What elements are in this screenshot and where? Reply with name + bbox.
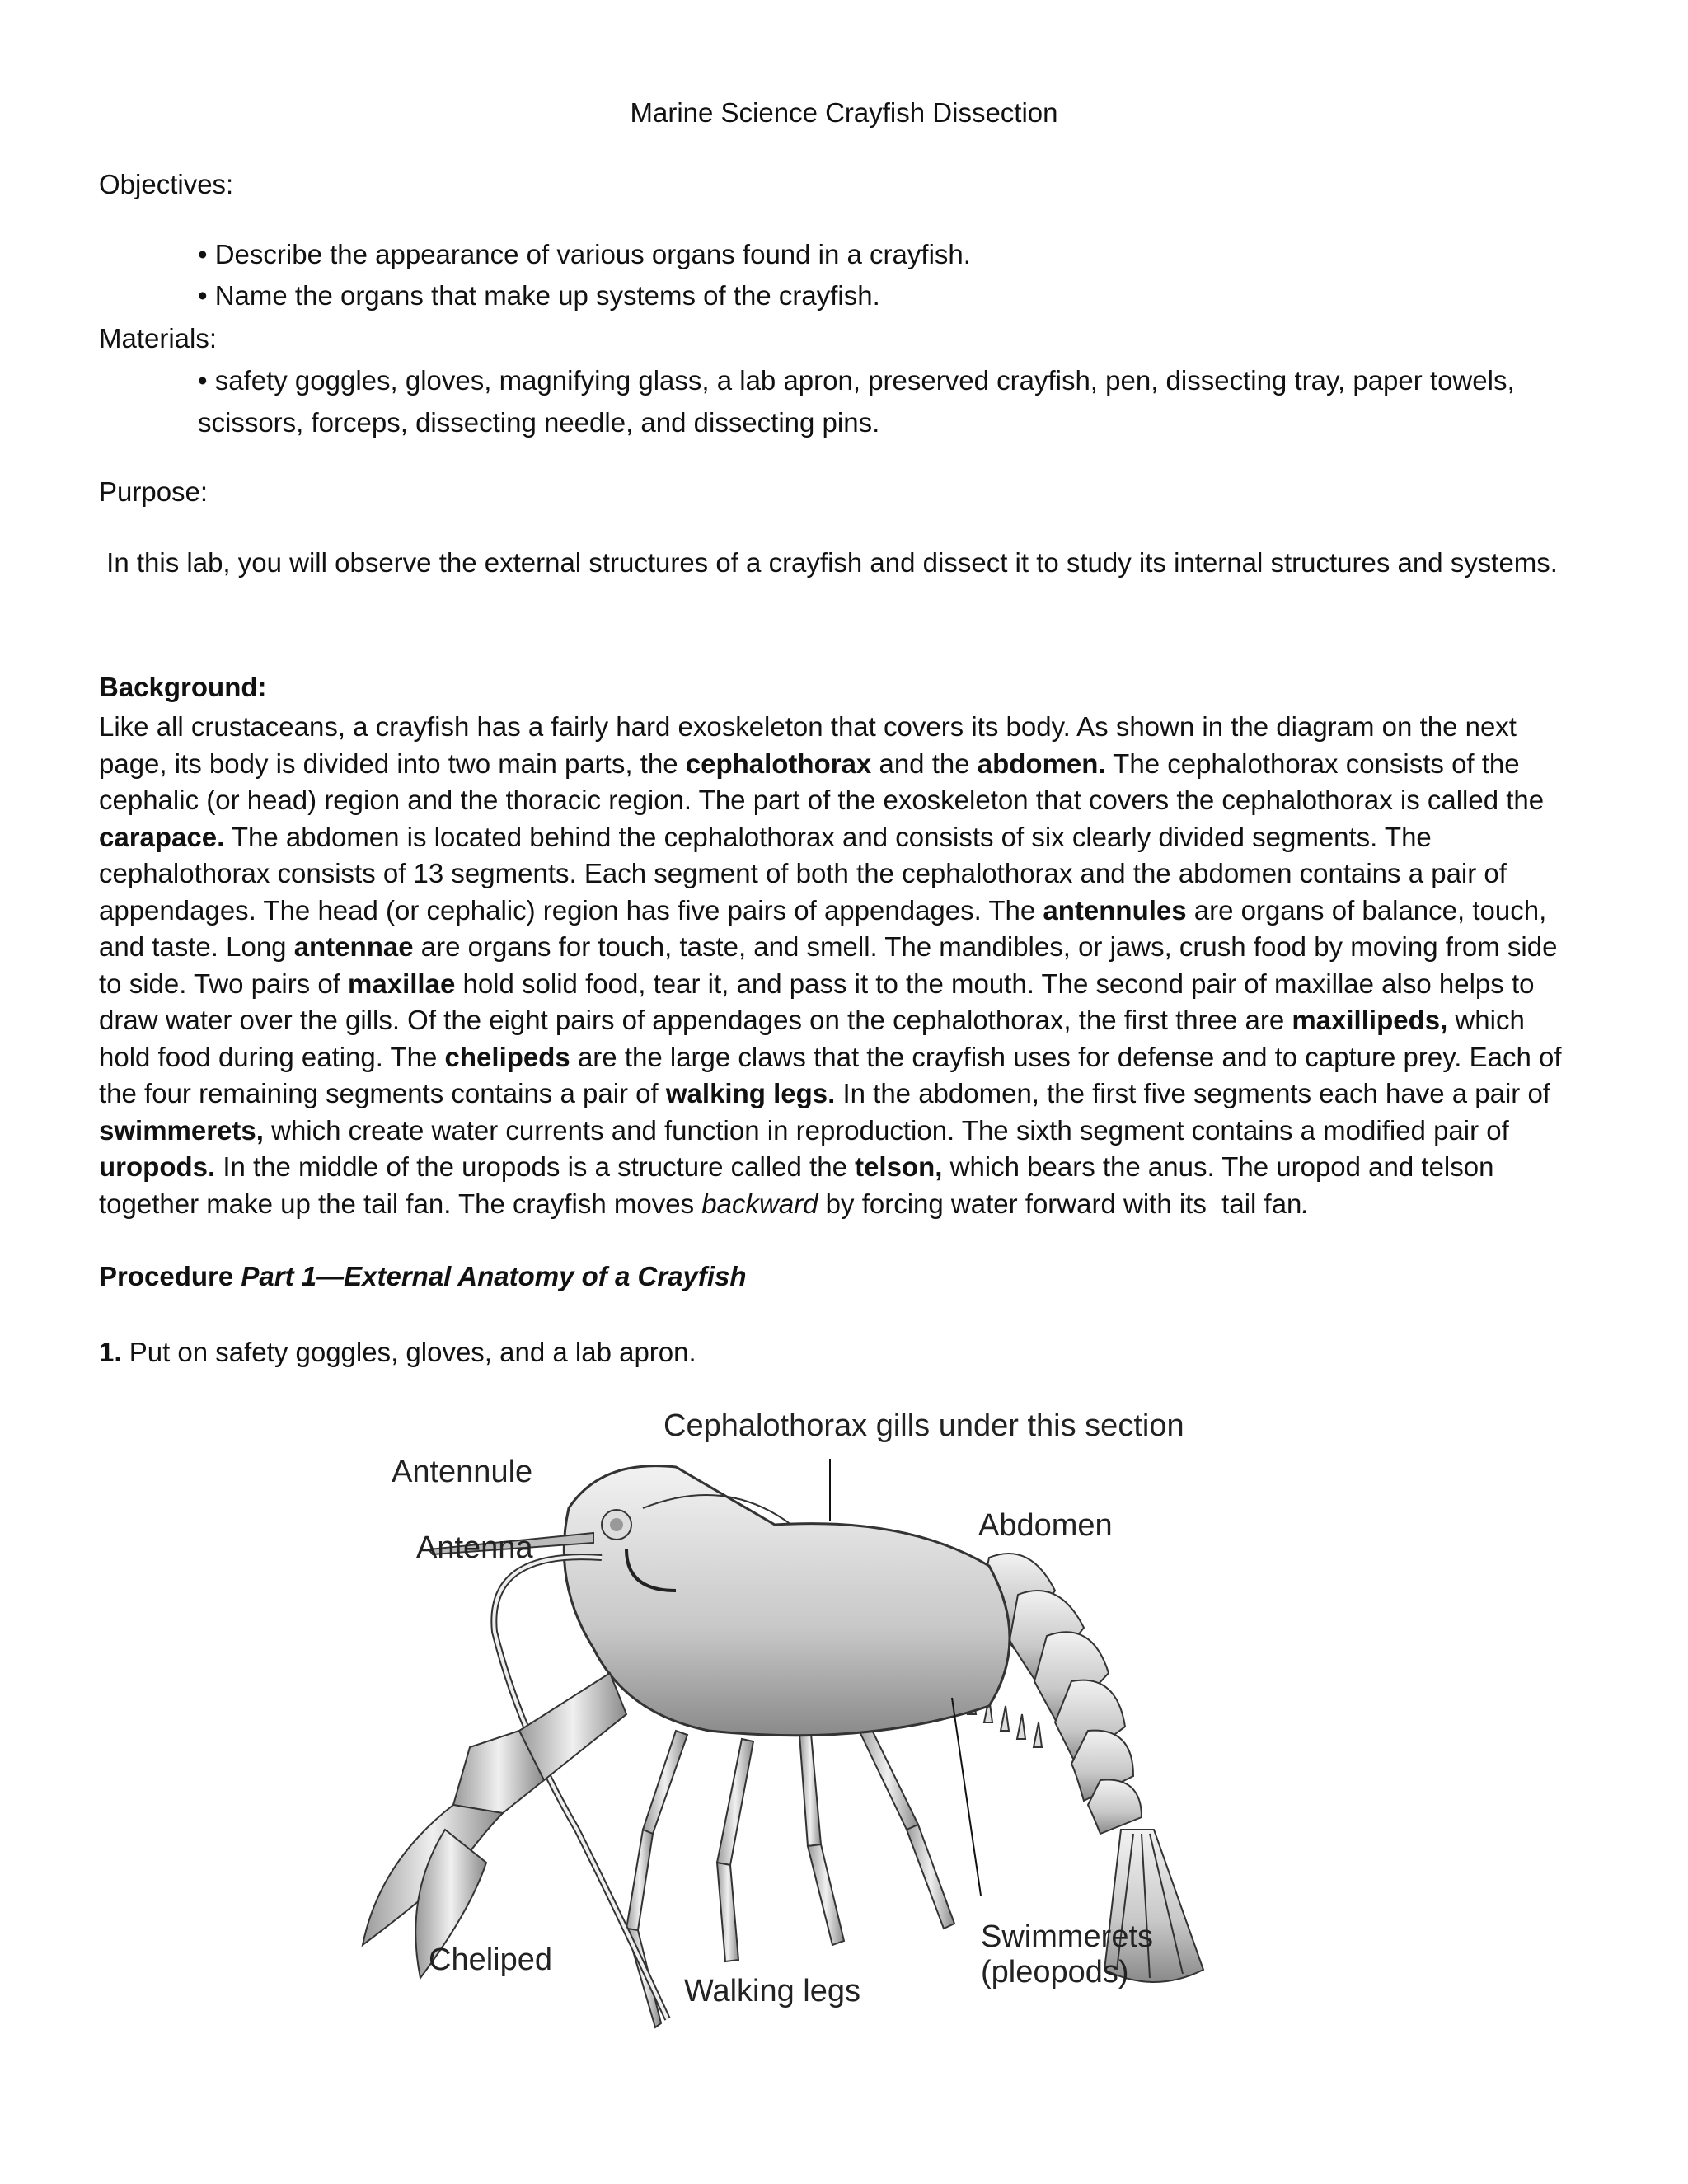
background-line bbox=[99, 711, 1517, 743]
text-run: page, its body is divided into two main parts, the bbox=[99, 748, 686, 779]
text-run: together make up the tail fan. The crayfish moves bbox=[99, 1188, 702, 1219]
objectives-heading: Objectives: bbox=[99, 169, 234, 199]
label-swimmerets: Swimmerets bbox=[981, 1919, 1154, 1954]
bold-term: walking legs. bbox=[665, 1078, 836, 1108]
background-line bbox=[99, 785, 1544, 816]
label-antennule: Antennule bbox=[392, 1455, 533, 1489]
text-run: appendages. The head (or cephalic) region has five pairs of appendages. The bbox=[99, 894, 1043, 926]
bold-term: carapace. bbox=[99, 821, 225, 852]
label-cheliped: Cheliped bbox=[429, 1943, 552, 1977]
label-abdomen: Abdomen bbox=[978, 1508, 1113, 1543]
text-run: are organs for touch, taste, and smell. The mandibles, or jaws, crush food by moving from side bbox=[413, 931, 1558, 962]
bold-term: maxillipeds, bbox=[1292, 1005, 1448, 1035]
step-text: Put on safety goggles, gloves, and a lab apron. bbox=[121, 1337, 696, 1367]
bold-term: antennules bbox=[1043, 894, 1187, 926]
page-title: Marine Science Crayfish Dissection bbox=[630, 97, 1058, 128]
text-run: to side. Two pairs of bbox=[99, 968, 349, 999]
italic-term: . bbox=[1301, 1188, 1310, 1219]
text-run: by forcing water forward with its tail fan bbox=[818, 1188, 1302, 1219]
objective-item-1: • Describe the appearance of various organs found in a crayfish. bbox=[198, 239, 971, 269]
background-line bbox=[99, 748, 1520, 780]
text-run: cephalothorax consists of 13 segments. Each segment of both the cephalothorax and the abdomen contains a pair of bbox=[99, 858, 1507, 888]
text-run: and taste. Long bbox=[99, 931, 294, 962]
purpose-heading: Purpose: bbox=[99, 476, 209, 507]
bold-term: chelipeds bbox=[444, 1041, 570, 1072]
cephalothorax-illustration bbox=[564, 1466, 1010, 1736]
background-line bbox=[99, 1188, 1310, 1220]
text-run: which bears the anus. The uropod and telson bbox=[942, 1151, 1494, 1182]
label-pleopods: (pleopods) bbox=[981, 1955, 1129, 1990]
text-run: and the bbox=[871, 748, 978, 779]
bold-term: maxillae bbox=[348, 968, 456, 999]
background-line bbox=[99, 931, 1557, 963]
purpose-text: In this lab, you will observe the external structures of a crayfish and dissect it to study its internal structures and systems. bbox=[99, 547, 1558, 578]
bold-term: swimmerets, bbox=[99, 1114, 264, 1146]
cheliped-illustration bbox=[363, 1673, 626, 1978]
bold-term: cephalothorax bbox=[685, 748, 872, 779]
label-walking-legs: Walking legs bbox=[684, 1974, 861, 2008]
text-run: In the abdomen, the first five segments each have a pair of bbox=[835, 1078, 1550, 1108]
materials-line-2: scissors, forceps, dissecting needle, and dissecting pins. bbox=[198, 407, 880, 438]
text-run: The abdomen is located behind the cephalothorax and consists of six clearly divided segments. The bbox=[224, 821, 1432, 852]
text-run: are the large claws that the crayfish uses for defense and to capture prey. Each of bbox=[570, 1041, 1562, 1072]
procedure-heading-part: Part 1—External Anatomy of a Crayfish bbox=[241, 1261, 747, 1291]
materials-heading: Materials: bbox=[99, 323, 218, 354]
text-run: draw water over the gills. Of the eight pairs of appendages on the cephalothorax, the first three are bbox=[99, 1005, 1292, 1035]
background-line bbox=[99, 895, 1546, 926]
italic-term: backward bbox=[701, 1188, 818, 1219]
text-run: the four remaining segments contains a pair of bbox=[99, 1078, 666, 1108]
bold-term: uropods. bbox=[99, 1151, 216, 1182]
text-run: In the middle of the uropods is a structure called the bbox=[215, 1151, 856, 1182]
procedure-heading-label: Procedure bbox=[99, 1261, 241, 1291]
background-heading: Background: bbox=[99, 672, 267, 702]
text-run: which bbox=[1447, 1005, 1525, 1035]
crayfish-diagram bbox=[330, 1401, 1302, 2044]
bold-term: telson, bbox=[855, 1151, 943, 1182]
text-run: are organs of balance, touch, bbox=[1186, 894, 1547, 926]
background-line bbox=[99, 1115, 1509, 1146]
background-line bbox=[99, 1151, 1493, 1183]
text-run: The cephalothorax consists of the bbox=[1105, 748, 1520, 779]
text-run: hold food during eating. The bbox=[99, 1041, 445, 1072]
materials-line-1: • safety goggles, gloves, magnifying glass, a lab apron, preserved crayfish, pen, dissecting tray, paper towels, bbox=[198, 365, 1515, 396]
text-run: Like all crustaceans, a crayfish has a fairly hard exoskeleton that covers its body. As shown in the diagram on the next bbox=[99, 711, 1517, 742]
label-antenna: Antenna bbox=[416, 1530, 533, 1565]
background-line bbox=[99, 1078, 1550, 1109]
step-number: 1. bbox=[99, 1337, 122, 1367]
procedure-heading bbox=[99, 1261, 747, 1292]
text-run: cephalic (or head) region and the thoracic region. The part of the exoskeleton that covers the cephalothorax is called the bbox=[99, 785, 1545, 815]
text-run: which create water currents and function in reproduction. The sixth segment contains a modified pair of bbox=[263, 1114, 1509, 1146]
procedure-step-1 bbox=[99, 1337, 696, 1368]
background-line bbox=[99, 1005, 1525, 1036]
background-line bbox=[99, 1042, 1562, 1073]
background-line bbox=[99, 858, 1507, 889]
objective-item-2: • Name the organs that make up systems of the crayfish. bbox=[198, 280, 880, 311]
background-line bbox=[99, 822, 1432, 853]
bold-term: antennae bbox=[293, 931, 414, 962]
background-line bbox=[99, 968, 1534, 1000]
text-run: hold solid food, tear it, and pass it to the mouth. The second pair of maxillae also helps to bbox=[455, 968, 1535, 999]
bold-term: abdomen. bbox=[977, 748, 1106, 779]
label-cephalothorax: Cephalothorax gills under this section bbox=[663, 1408, 1184, 1443]
